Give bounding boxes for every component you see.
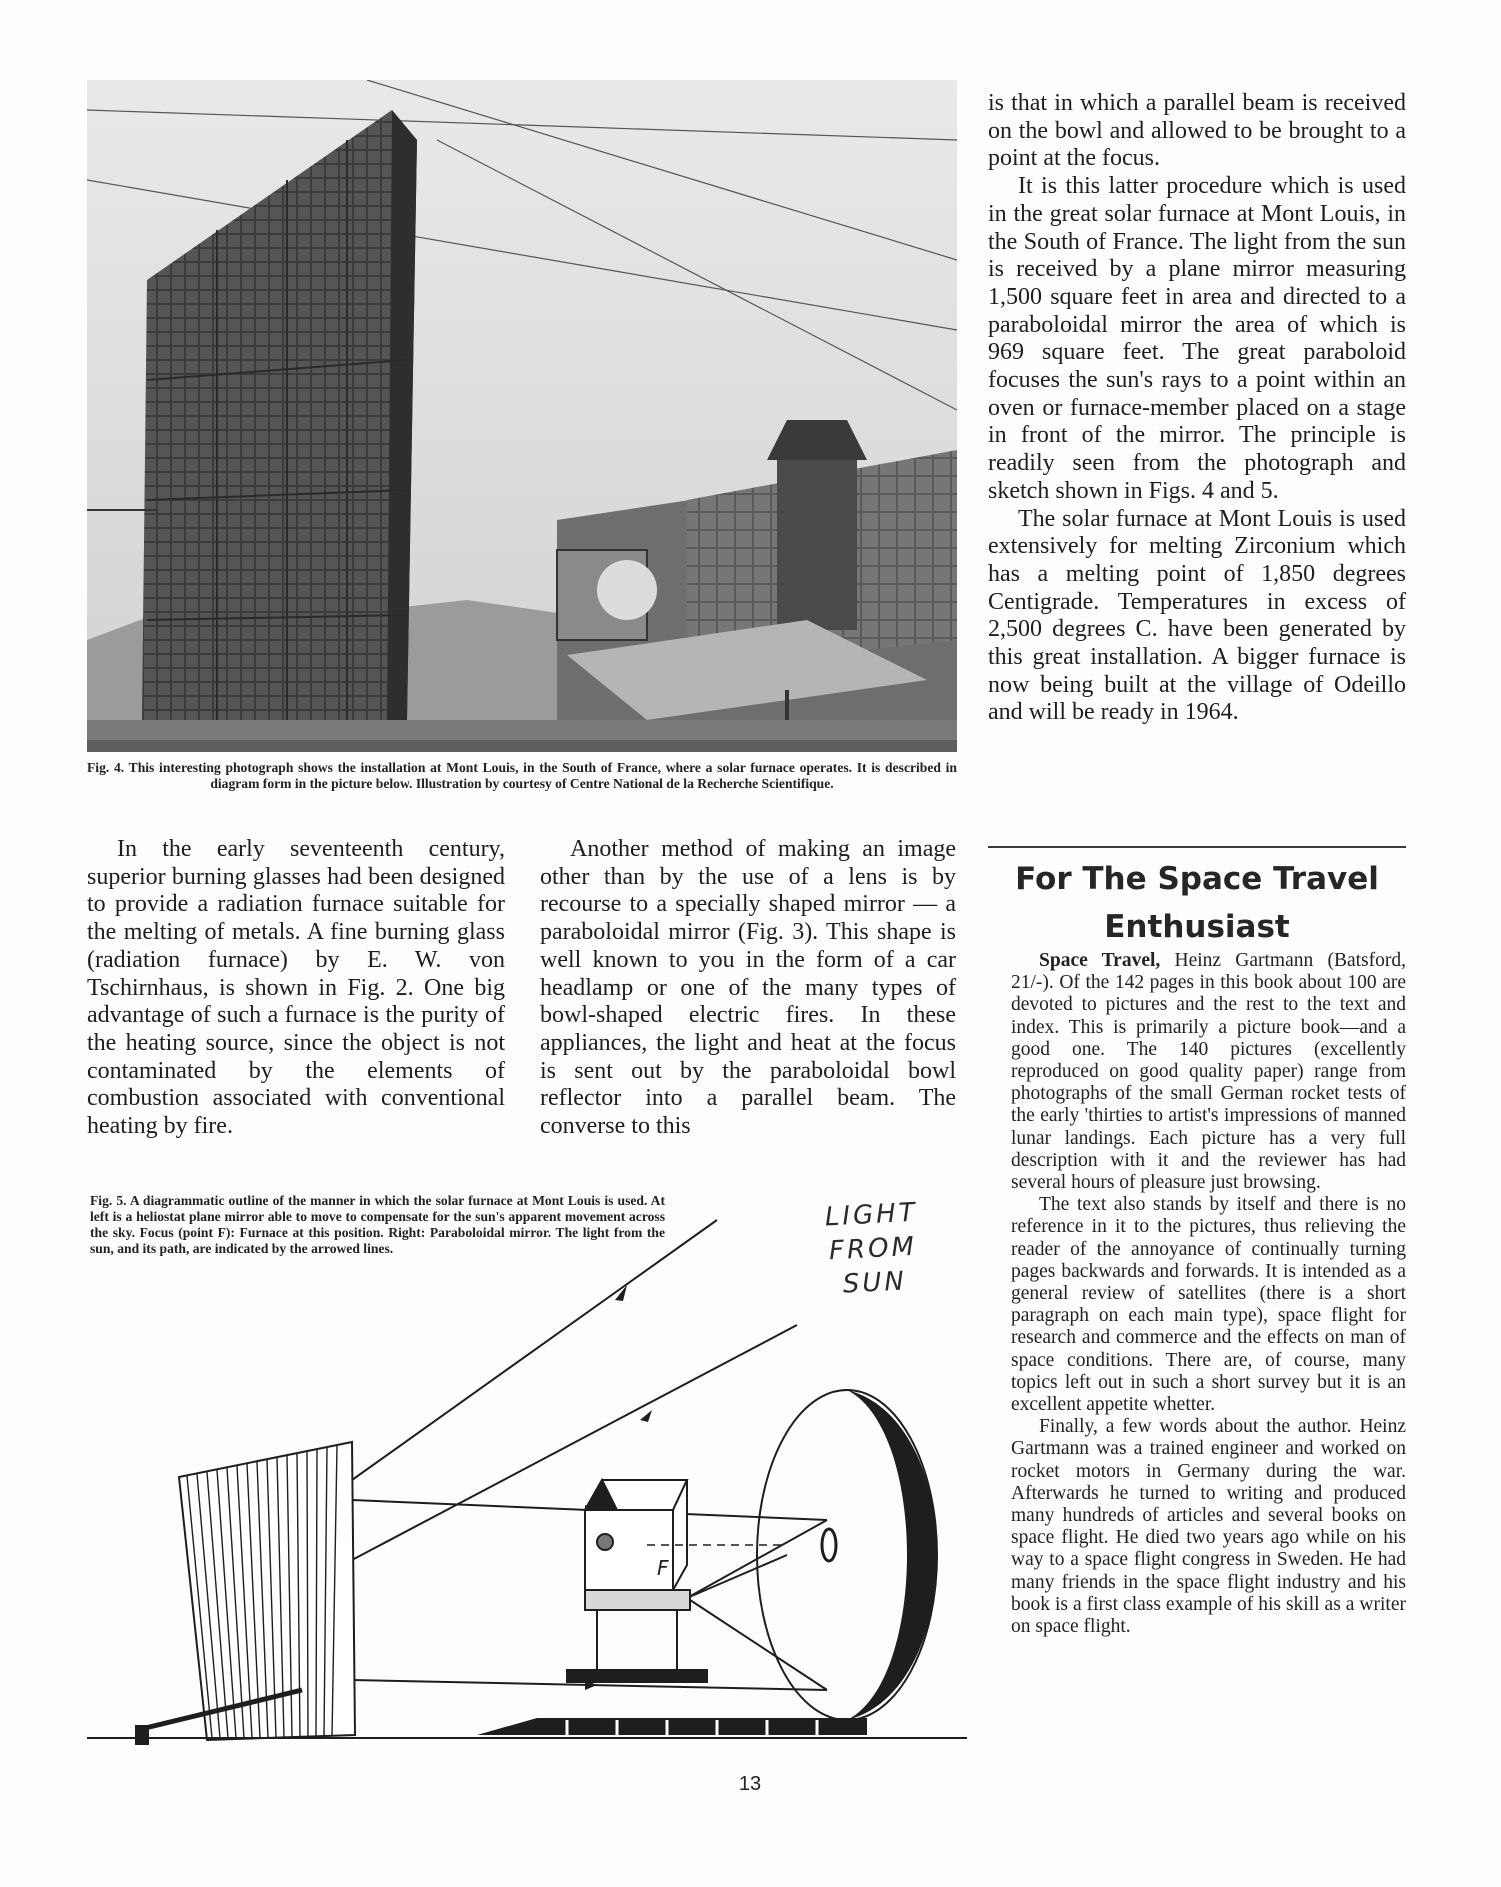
- fig4-caption: Fig. 4. This interesting photograph shows the installation at Mont Louis, in the South of France, where a solar furnace operates. It is described in diagram form in the picture below. Illustration by courtesy of Centre National de la Recherche Scientifique.: [87, 760, 957, 791]
- column3-paragraph-2: It is this latter procedure which is used in the great solar furnace at Mont Louis, in the South of France. The light from the sun is received by a plane mirror measuring 1,500 square feet in area and directed to a paraboloidal mirror the area of which is 969 square feet. The great paraboloid focuses the sun's rays to a point within an oven or furnace-member placed on a stage in front of the mirror. The principle is readily seen from the photograph and sketch shown in Figs. 4 and 5.: [988, 173, 1406, 504]
- review-paragraph-1: [1011, 950, 1406, 1194]
- base-platform: [477, 1718, 867, 1735]
- article-column-2: [540, 836, 956, 1141]
- review-paragraph-1-text: Heinz Gartmann (Batsford, 21/-). Of the 142 pages in this book about 100 are devoted to pictures and the rest to the text and index. This is primarily a picture book—and a good one. The 140 pictures (excellently reproduced on good quality paper) range from photographs of the small German rocket tests of the early 'thirties to artist's impressions of manned lunar landings. Each picture has a very full description with it and the reviewer has had several hours of pleasure just browsing.: [1011, 950, 1406, 1194]
- review-book-title: Space Travel,: [1039, 950, 1161, 971]
- review-heading: For The Space Travel Enthusiast: [1015, 861, 1379, 945]
- book-review: [1011, 950, 1406, 1638]
- column1-paragraph: In the early seventeenth century, superior burning glasses had been designed to provide a radiation furnace suitable for the melting of metals. A fine burning glass (radiation furnace) by E. W. von Tschirnhaus, is shown in Fig. 2. One big advantage of such a furnace is the purity of the heating source, since the object is not contaminated by the elements of combustion associated with conventional heating by fire.: [87, 836, 505, 1140]
- article-column-1: [87, 836, 505, 1141]
- solar-furnace-photograph: [87, 80, 957, 752]
- sun-ray-1: [352, 1220, 717, 1480]
- review-paragraph-2: The text also stands by itself and there is no reference in it to the pictures, thus relieving the reader of the annoyance of continually turning pages backwards and forwards. It is intended as a general review of satellites (there is a short paragraph on each main type), space flight for research and commerce and the effects on man of space conditions. There are, of course, many topics left out in such a short survey but it is an excellent appetite whetter.: [1011, 1194, 1406, 1416]
- column3-paragraph-1: is that in which a parallel beam is received on the bowl and allowed to be brought to a point at the focus.: [988, 90, 1406, 172]
- review-paragraph-3: Finally, a few words about the author. Heinz Gartmann was a trained engineer and worked on rocket motors in Germany during the war. Afterwards he turned to writing and produced many hundreds of articles and several books on space flight. He died two years ago while on his way to a space flight congress in Sweden. He had many friends in the space flight industry and his book is a first class example of his skill as a writer on space flight.: [1011, 1416, 1406, 1638]
- article-column-3: [988, 90, 1406, 727]
- column3-paragraph-3: The solar furnace at Mont Louis is used extensively for melting Zirconium which has a melting point of 1,850 degrees Centigrade. Temperatures in excess of 2,500 degrees C. have been generated by this great installation. A bigger furnace is now being built at the village of Odeillo and will be ready in 1964.: [988, 505, 1406, 726]
- furnace-stage: [567, 1480, 707, 1682]
- heliostat-mirror: [135, 1442, 355, 1745]
- fig5-caption: Fig. 5. A diagrammatic outline of the manner in which the solar furnace at Mont Louis is used. At left is a heliostat plane mirror able to move to compensate for the sun's apparent movement across the sky. Focus (point F): Furnace at this position. Right: Paraboloidal mirror. The light from the sun, and its path, are indicated by the arrowed lines.: [90, 1193, 665, 1256]
- focus-label: F: [657, 1556, 669, 1580]
- light-from-sun-annotation: [775, 1193, 970, 1305]
- hand-note-line-1: LIGHT FROM: [824, 1197, 919, 1267]
- hand-note-line-2: SUN: [842, 1266, 908, 1300]
- paraboloid-mirror: [757, 1390, 937, 1720]
- section-divider: [988, 846, 1406, 848]
- column2-paragraph: Another method of making an image other than by the use of a lens is by recourse to a specially shaped mirror — a paraboloidal mirror (Fig. 3). This shape is well known to you in the form of a car headlamp or one of the many types of bowl-shaped electric fires. In these appliances, the light and heat at the focus is sent out by the paraboloidal bowl reflector into a parallel beam. The converse to this: [540, 836, 956, 1140]
- page-number: 13: [738, 1773, 762, 1795]
- sun-ray-2: [352, 1325, 797, 1560]
